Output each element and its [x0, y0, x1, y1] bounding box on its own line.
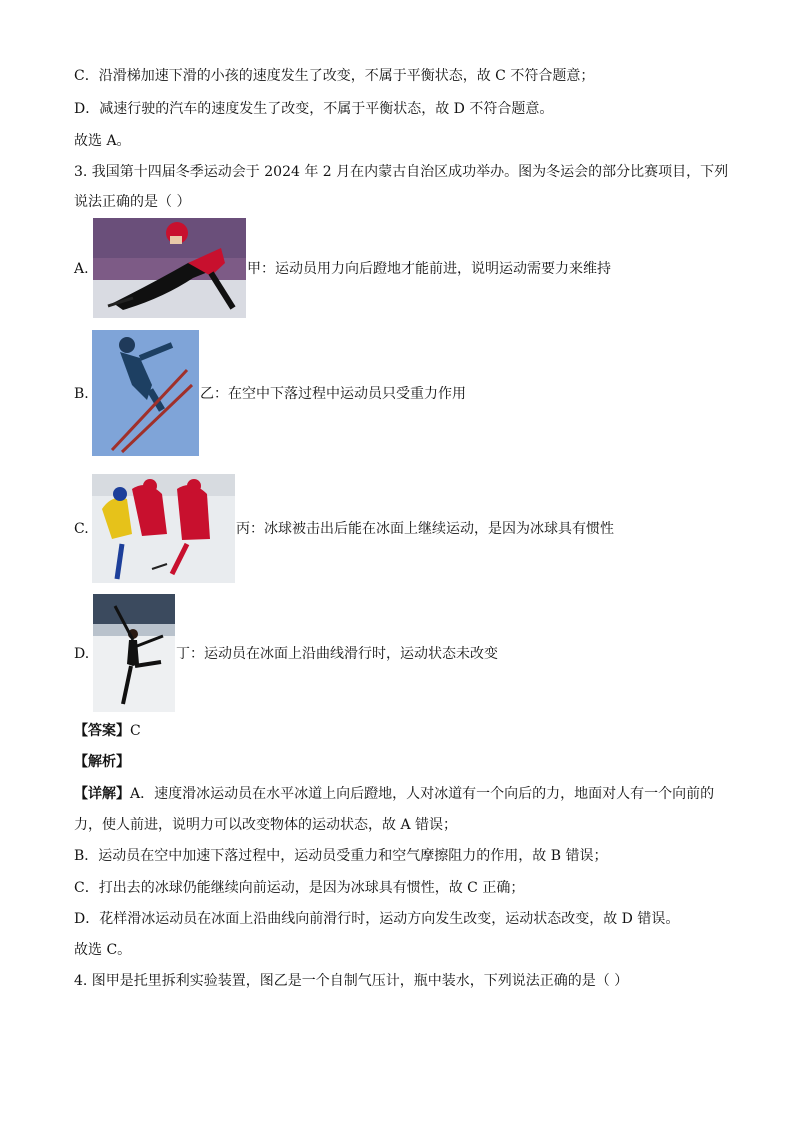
- answer-value: C: [130, 723, 141, 739]
- option-c-label: C.: [74, 521, 89, 537]
- text-line: D．减速行驶的汽车的速度发生了改变，不属于平衡状态，故 D 不符合题意。: [74, 101, 554, 117]
- answer-row: [74, 721, 141, 741]
- analysis-tag: 【解析】: [74, 754, 130, 770]
- option-c-text: 丙：冰球被击出后能在冰面上继续运动，是因为冰球具有惯性: [236, 521, 614, 537]
- detail-tag: 【详解】: [74, 786, 130, 802]
- detail-line: [74, 784, 714, 804]
- answer-tag: 【答案】: [74, 723, 130, 739]
- detail-line: C．打出去的冰球仍能继续向前运动，是因为冰球具有惯性，故 C 正确；: [74, 880, 525, 896]
- option-d-label: D.: [74, 646, 90, 662]
- speed-skating-photo: [93, 218, 246, 318]
- detail-line: D．花样滑冰运动员在冰面上沿曲线向前滑行时，运动方向发生改变，运动状态改变，故 D 错误。: [74, 911, 680, 927]
- question-3-stem: 3. 我国第十四届冬季运动会于 2024 年 2 月在内蒙古自治区成功举办。图为冬运会的部分比赛项目，下列: [74, 164, 729, 180]
- question-4-stem: 4. 图甲是托里拆利实验装置，图乙是一个自制气压计，瓶中装水，下列说法正确的是（ ）: [74, 973, 629, 989]
- option-b-text: 乙：在空中下落过程中运动员只受重力作用: [200, 386, 466, 402]
- detail-line: 力，使人前进，说明力可以改变物体的运动状态，故 A 错误；: [74, 817, 458, 833]
- detail-line: B．运动员在空中加速下落过程中，运动员受重力和空气摩擦阻力的作用，故 B 错误；: [74, 848, 608, 864]
- option-a-text: 甲：运动员用力向后蹬地才能前进，说明运动需要力来维持: [247, 261, 611, 277]
- option-a-label: A.: [74, 261, 89, 277]
- detail-text: A．速度滑冰运动员在水平冰道上向后蹬地，人对冰道有一个向后的力，地面对人有一个向前的: [130, 786, 715, 802]
- text-line: C．沿滑梯加速下滑的小孩的速度发生了改变，不属于平衡状态，故 C 不符合题意；: [74, 68, 595, 84]
- detail-line: 故选 C。: [74, 942, 132, 958]
- ice-hockey-photo: [92, 474, 235, 583]
- figure-skating-photo: [93, 594, 175, 712]
- option-d-text: 丁：运动员在冰面上沿曲线滑行时，运动状态未改变: [176, 646, 498, 662]
- text-line: 故选 A。: [74, 133, 131, 149]
- option-b-label: B.: [74, 386, 89, 402]
- freestyle-ski-photo: [92, 330, 199, 456]
- question-3-stem-cont: 说法正确的是（ ）: [74, 194, 191, 210]
